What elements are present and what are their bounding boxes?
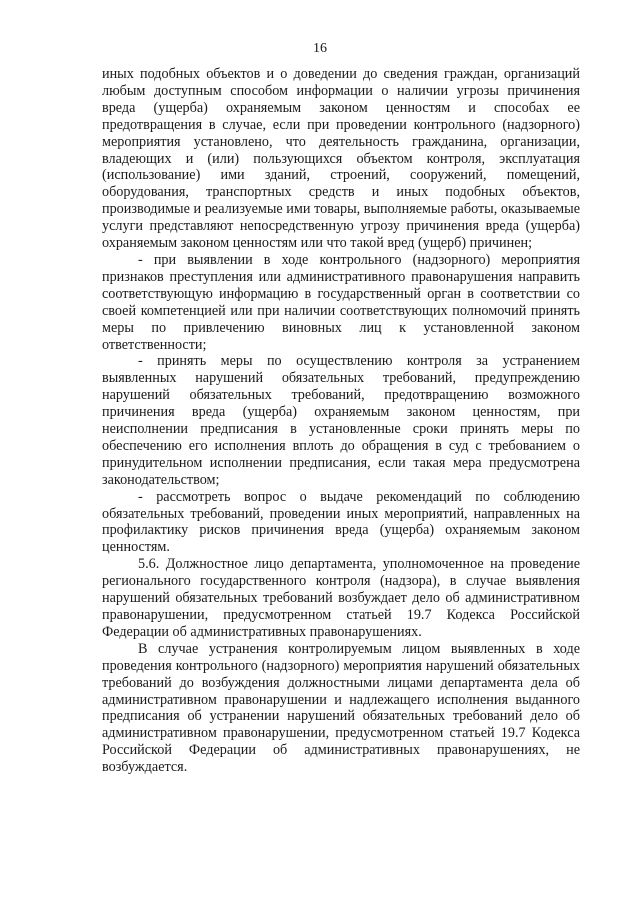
paragraph-elimination-case: В случае устранения контролируемым лицом выявленных в ходе проведения контрольного (надзорного) мероприятия нарушений обязательных требований до возбуждения должностными лицами департамента дела об административном правонарушении и надлежащего исполнения выданного предписания об устранении нарушений обязательных требований дело об административном правонарушении, предусмотренном статьей 19.7 Кодекса Российской Федерации об административных правонарушениях, не возбуждается. <box>102 640 580 776</box>
paragraph-list-item-control-measures: - принять меры по осуществлению контроля за устранением выявленных нарушений обязательных требований, предупреждению нарушений обязательных требований, предотвращению возможного причинения вреда (ущерба) охраняемым законом ценностям, при неисполнении предписания в установленные сроки принять меры по обеспечению его исполнения вплоть до обращения в суд с требованием о принудительном исполнении предписания, если такая мера предусмотрена законодательством; <box>102 353 580 488</box>
paragraph-list-item-recommendations: - рассмотреть вопрос о выдаче рекомендаций по соблюдению обязательных требований, проведении иных мероприятий, направленных на профилактику рисков причинения вреда (ущерба) охраняемым законом ценностям. <box>102 488 580 556</box>
paragraph-continuation: иных подобных объектов и о доведении до сведения граждан, организаций любым доступным способом информации о наличии угрозы причинения вреда (ущерба) охраняемым законом ценностям и способах ее предотвращения в случае, если при проведении контрольного (надзорного) мероприятия установлено, что деятельность гражданина, организации, владеющих и (или) пользующихся объектом контроля, эксплуатация (использование) ими зданий, строений, сооружений, помещений, оборудования, транспортных средств и иных подобных объектов, производимые и реализуемые ими товары, выполняемые работы, оказываемые услуги представляют непосредственную угрозу причинения вреда (ущерба) охраняемым законом ценностям или что такой вред (ущерб) причинен; <box>102 66 580 252</box>
paragraph-list-item-crime-signs: - при выявлении в ходе контрольного (надзорного) мероприятия признаков преступления или административного правонарушения направить соответствующую информацию в государственный орган в соответствии со своей компетенцией или при наличии соответствующих полномочий принять меры по привлечению виновных лиц к установленной законом ответственности; <box>102 251 580 353</box>
page-number: 16 <box>313 41 327 56</box>
document-body <box>102 66 580 776</box>
paragraph-section-5-6: 5.6. Должностное лицо департамента, уполномоченное на проведение регионального государственного контроля (надзора), в случае выявления нарушений обязательных требований возбуждает дело об административном правонарушении, предусмотренном статьей 19.7 Кодекса Российской Федерации об административных правонарушениях. <box>102 556 580 640</box>
